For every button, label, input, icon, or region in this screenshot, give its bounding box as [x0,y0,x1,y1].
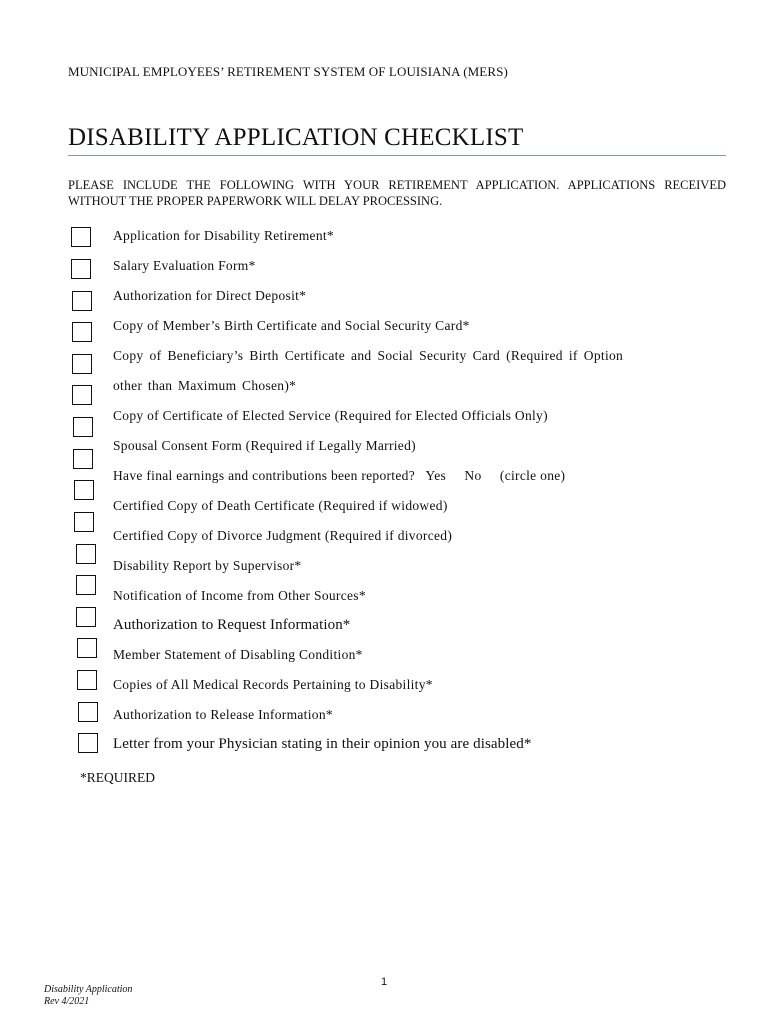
checkbox-income-other-sources[interactable] [76,575,96,595]
checklist-item-label: Authorization to Request Information* [113,617,351,633]
checkbox-medical-records[interactable] [77,670,97,690]
page-title: DISABILITY APPLICATION CHECKLIST [68,124,524,151]
checkbox-divorce-judgment[interactable] [74,512,94,532]
footer-revision: Rev 4/2021 [44,996,90,1007]
checkbox-certificate-elected-service[interactable] [72,385,92,405]
checklist-item-label: Authorization for Direct Deposit* [113,288,307,303]
checklist-item-label: Copy of Certificate of Elected Service (Required for Elected Officials Only) [113,408,548,423]
checklist-item-label-continued: other than Maximum Chosen)* [113,378,297,393]
checklist-item-label: Salary Evaluation Form* [113,258,256,273]
checklist-item-label: Certified Copy of Death Certificate (Required if widowed) [113,498,448,513]
checkbox-release-information[interactable] [78,702,98,722]
checkbox-salary-evaluation-form[interactable] [71,259,91,279]
checklist-item-label: Spousal Consent Form (Required if Legally Married) [113,438,416,453]
checklist-item-label: Have final earnings and contributions been reported? Yes No (circle one) [113,468,566,483]
checkbox-death-certificate[interactable] [74,480,94,500]
checklist-item-label: Authorization to Release Information* [113,707,333,722]
footer-doc-name: Disability Application [44,984,133,995]
checkbox-beneficiary-birth-certificate[interactable] [72,354,92,374]
checklist-item-label: Notification of Income from Other Sources* [113,588,366,603]
checklist-item-label: Disability Report by Supervisor* [113,558,302,573]
title-underline [68,155,726,156]
checklist-item-label: Copies of All Medical Records Pertaining to Disability* [113,677,433,692]
required-note: *REQUIRED [80,770,155,785]
checkbox-physician-letter[interactable] [78,733,98,753]
checklist-item-label: Member Statement of Disabling Condition* [113,647,363,662]
checkbox-final-earnings[interactable] [73,449,93,469]
checklist-item-label: Copy of Member’s Birth Certificate and Social Security Card* [113,318,470,333]
checkbox-request-information[interactable] [76,607,96,627]
intro-text: PLEASE INCLUDE THE FOLLOWING WITH YOUR RETIREMENT APPLICATION. APPLICATIONS RECEIVED WITHOUT THE PROPER PAPERWORK WILL DELAY PROCESSING. [68,178,726,208]
checkbox-member-statement[interactable] [77,638,97,658]
footer-doc-info [44,984,132,1008]
checklist-item-label: Application for Disability Retirement* [113,228,334,243]
checklist-item-label: Letter from your Physician stating in their opinion you are disabled* [113,736,532,752]
page-number: 1 [381,976,388,988]
checklist-item-label: Copy of Beneficiary’s Birth Certificate and Social Security Card (Required if Option [113,348,624,363]
checkbox-disability-report-supervisor[interactable] [76,544,96,564]
checkbox-member-birth-certificate[interactable] [72,322,92,342]
checkbox-application-disability-retirement[interactable] [71,227,91,247]
checklist-item-label: Certified Copy of Divorce Judgment (Required if divorced) [113,528,453,543]
organization-header: MUNICIPAL EMPLOYEES’ RETIREMENT SYSTEM OF LOUISIANA (MERS) [68,64,508,79]
checkbox-spousal-consent[interactable] [73,417,93,437]
checkbox-direct-deposit[interactable] [72,291,92,311]
